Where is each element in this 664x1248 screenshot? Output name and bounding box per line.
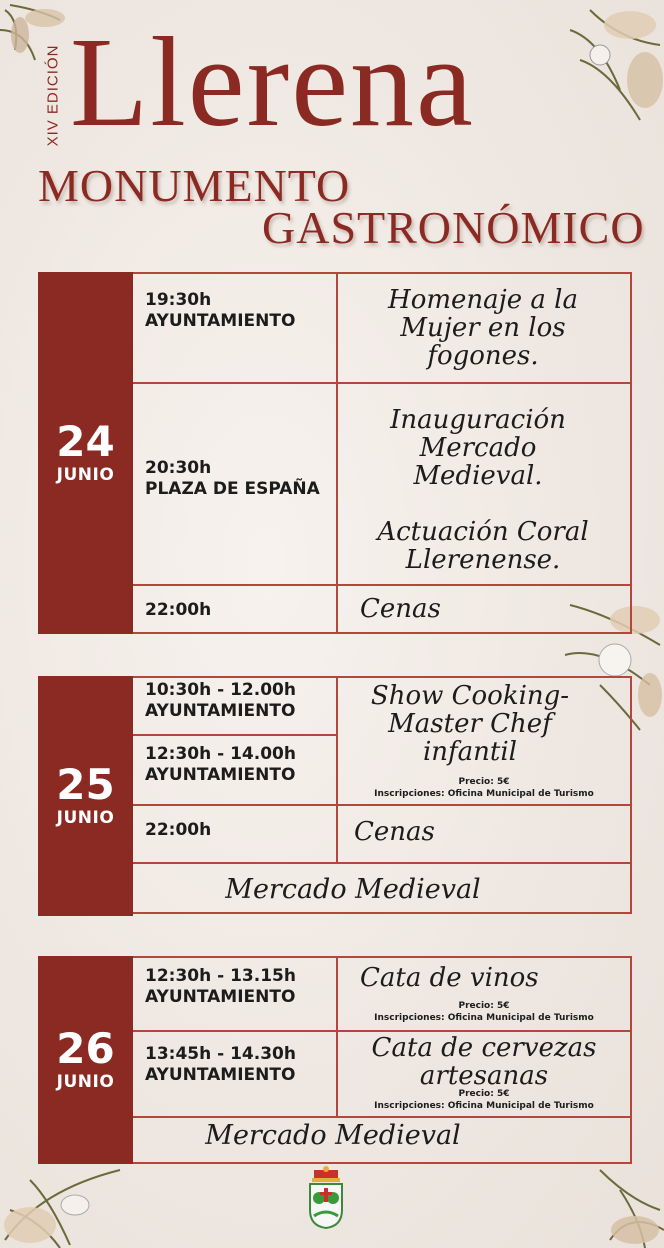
day-block-25 [38, 676, 632, 916]
event-time: 12:30h - 13.15h AYUNTAMIENTO [145, 966, 296, 1007]
month-label: JUNIO [56, 1072, 115, 1092]
inscriptions-text: Inscripciones: Oficina Municipal de Turismo [374, 1101, 594, 1111]
date-column [38, 676, 133, 916]
event-time: 20:30h PLAZA DE ESPAÑA [145, 458, 320, 499]
event-title: Show Cooking- Master Chef infantil [370, 681, 570, 767]
day-block-24 [38, 272, 632, 634]
event-title: Cenas [360, 594, 441, 624]
day-number: 25 [56, 760, 115, 809]
event-title: Cenas [354, 817, 435, 847]
price-text: Precio: 5€ [458, 1001, 510, 1011]
event-title: Actuación Coral Llerenense. [377, 517, 589, 575]
day-block-26 [38, 956, 632, 1164]
subtitle-line1: MONUMENTO [38, 160, 351, 211]
edition-label: XIV EDICIÓN [44, 44, 62, 146]
event-title: Cata de cervezas artesanas [371, 1033, 597, 1091]
footer-event: Mercado Medieval [205, 1120, 461, 1151]
event-title: Homenaje a la Mujer en los fogones. [388, 285, 578, 371]
price-text: Precio: 5€ [458, 777, 510, 787]
subtitle-line2: GASTRONÓMICO [262, 202, 645, 253]
event-time: 22:00h [145, 820, 212, 840]
event-time: 19:30h AYUNTAMIENTO [145, 290, 296, 331]
event-time: 22:00h [145, 600, 212, 620]
inscriptions-text: Inscripciones: Oficina Municipal de Turismo [374, 789, 594, 799]
date-column [38, 272, 133, 634]
day-number: 26 [56, 1024, 115, 1073]
month-label: JUNIO [56, 465, 115, 485]
page-title: Llerena [70, 11, 475, 153]
coat-of-arms-icon [306, 1166, 346, 1230]
month-label: JUNIO [56, 808, 115, 828]
event-title: Inauguración Mercado Medieval. [390, 405, 566, 491]
day-number: 24 [56, 417, 115, 466]
flower-decoration-bottom-left [0, 1150, 130, 1248]
date-column [38, 956, 133, 1164]
flower-decoration-top-right [560, 0, 664, 150]
flower-decoration-bottom-right [590, 1160, 664, 1248]
event-time: 12:30h - 14.00h AYUNTAMIENTO [145, 744, 296, 785]
price-text: Precio: 5€ [458, 1089, 510, 1099]
footer-event: Mercado Medieval [225, 874, 481, 905]
event-time: 13:45h - 14.30h AYUNTAMIENTO [145, 1044, 296, 1085]
event-title: Cata de vinos [360, 963, 539, 993]
event-time: 10:30h - 12.00h AYUNTAMIENTO [145, 680, 296, 721]
inscriptions-text: Inscripciones: Oficina Municipal de Turismo [374, 1013, 594, 1023]
